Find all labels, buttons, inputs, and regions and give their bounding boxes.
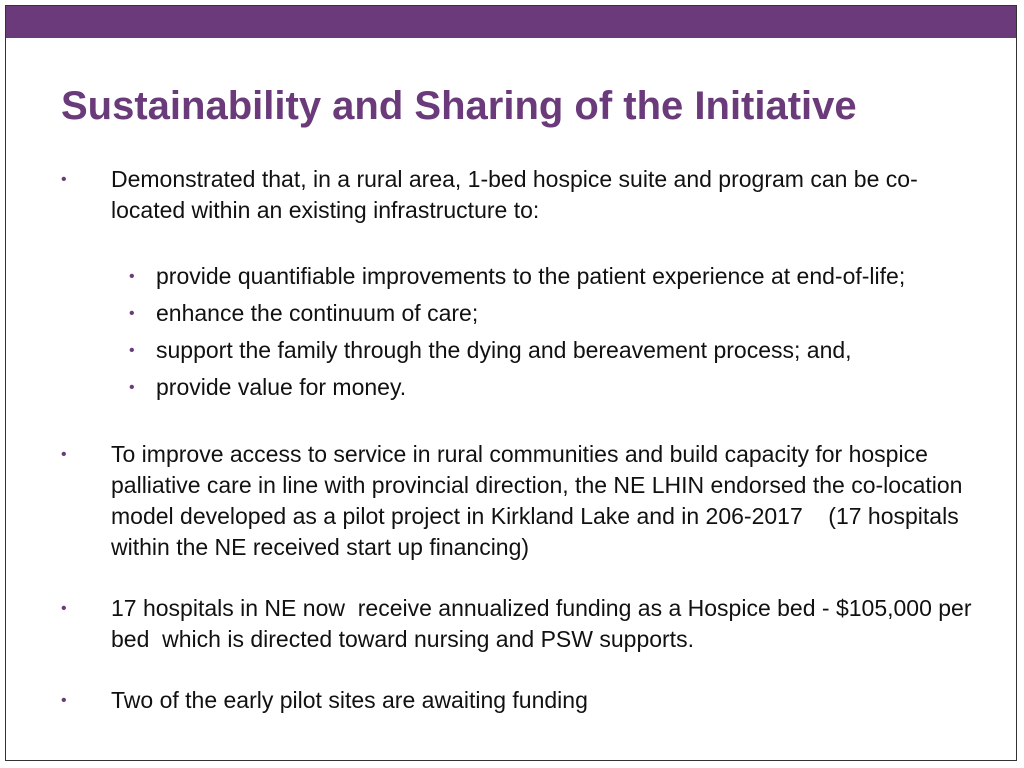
sub-bullet-item [129, 372, 1016, 403]
header-bar [6, 6, 1016, 38]
bullet-item [61, 439, 991, 563]
sub-bullet-item [129, 298, 1016, 329]
bullet-item [61, 593, 991, 655]
bullet-item [61, 685, 991, 716]
sub-bullet-text: provide value for money. [156, 374, 407, 400]
sub-bullet-text: support the family through the dying and bereavement process; and, [156, 337, 852, 363]
bullet-dot-icon: • [61, 446, 67, 463]
slide [5, 5, 1017, 761]
slide-title: Sustainability and Sharing of the Initiative [61, 84, 857, 128]
bullet-text: To improve access to service in rural communities and build capacity for hospice palliative care in line with provincial direction, the NE LHIN endorsed the co-location model developed as a pilot project in Kirkland Lake and in 206-2017 (17 hospitals within the NE received start up financing) [111, 441, 969, 560]
bullet-item [61, 164, 991, 226]
bullet-dot-icon: • [61, 692, 67, 709]
sub-bullet-item [129, 261, 1016, 292]
bullet-dot-icon: • [61, 600, 67, 617]
bullet-text: 17 hospitals in NE now receive annualized funding as a Hospice bed - $105,000 per bed which is directed toward nursing and PSW supports. [111, 595, 978, 652]
bullet-dot-icon: • [129, 305, 135, 322]
bullet-dot-icon: • [61, 171, 67, 188]
bullet-text: Two of the early pilot sites are awaiting funding [111, 687, 588, 713]
bullet-text: Demonstrated that, in a rural area, 1-bed hospice suite and program can be co-located within an existing infrastructure to: [111, 166, 918, 223]
bullet-dot-icon: • [129, 379, 135, 396]
sub-bullet-text: enhance the continuum of care; [156, 300, 479, 326]
sub-bullet-item [129, 335, 1016, 366]
bullet-dot-icon: • [129, 342, 135, 359]
bullet-dot-icon: • [129, 268, 135, 285]
sub-bullet-text: provide quantifiable improvements to the patient experience at end-of-life; [156, 263, 906, 289]
